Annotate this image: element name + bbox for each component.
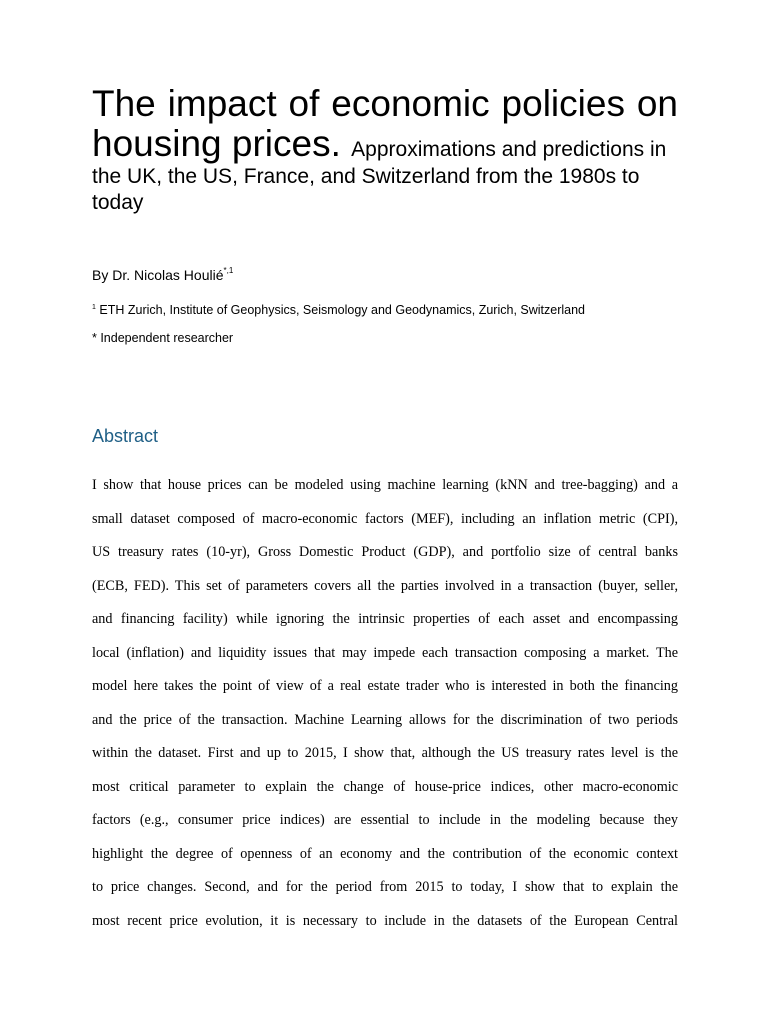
abstract-line: within the dataset. First and up to 2015, I show that, although the US treasury rates level is the — [92, 745, 678, 761]
abstract-line: and financing facility) while ignoring the intrinsic properties of each asset and encompassing — [92, 611, 678, 627]
affiliation-2-text: * Independent researcher — [92, 331, 234, 345]
abstract-line: US treasury rates (10-yr), Gross Domestic Product (GDP), and portfolio size of central banks — [92, 544, 678, 560]
affiliation-1-text: ETH Zurich, Institute of Geophysics, Seismology and Geodynamics, Zurich, Switzerland — [99, 303, 586, 317]
abstract-line: and the price of the transaction. Machine Learning allows for the discrimination of two periods — [92, 711, 678, 728]
author-marks: *,1 — [223, 266, 234, 275]
title-subtitle-line-3: today — [92, 191, 144, 214]
title-main-text: housing prices. — [92, 123, 341, 164]
abstract-heading: Abstract — [92, 426, 159, 446]
title-line-1: The impact of economic policies on — [92, 83, 678, 124]
abstract-line: I show that house prices can be modeled using machine learning (kNN and tree-bagging) and a — [92, 477, 678, 493]
abstract-line: factors (e.g., consumer price indices) are essential to include in the modeling because they — [92, 812, 678, 828]
abstract-line: highlight the degree of openness of an economy and the contribution of the economic context — [92, 845, 678, 862]
author-name: By Dr. Nicolas Houlié — [92, 267, 224, 283]
abstract-line: model here takes the point of view of a real estate trader who is interested in both the financing — [92, 678, 678, 694]
title-subtitle-line-2: the UK, the US, France, and Switzerland from the 1980s to — [92, 165, 640, 188]
abstract-line: small dataset composed of macro-economic factors (MEF), including an inflation metric (CPI), — [92, 510, 678, 527]
title-line-2 — [92, 124, 678, 164]
affiliation-1-mark: 1 — [92, 304, 96, 311]
title-subtitle-start: Approximations and predictions in — [351, 138, 667, 161]
abstract-line: local (inflation) and liquidity issues that may impede each transaction composing a market. The — [92, 644, 678, 661]
affiliation-2 — [92, 331, 233, 345]
abstract-line: most critical parameter to explain the change of house-price indices, other macro-economic — [92, 778, 678, 795]
author-line — [92, 266, 233, 283]
affiliation-1 — [92, 303, 585, 317]
abstract-body — [92, 469, 678, 938]
abstract-line: (ECB, FED). This set of parameters covers all the parties involved in a transaction (buyer, seller, — [92, 577, 678, 594]
abstract-line: most recent price evolution, it is necessary to include in the datasets of the European Central — [92, 912, 678, 929]
abstract-line: to price changes. Second, and for the period from 2015 to today, I show that to explain the — [92, 879, 678, 895]
paper-title — [92, 84, 678, 216]
